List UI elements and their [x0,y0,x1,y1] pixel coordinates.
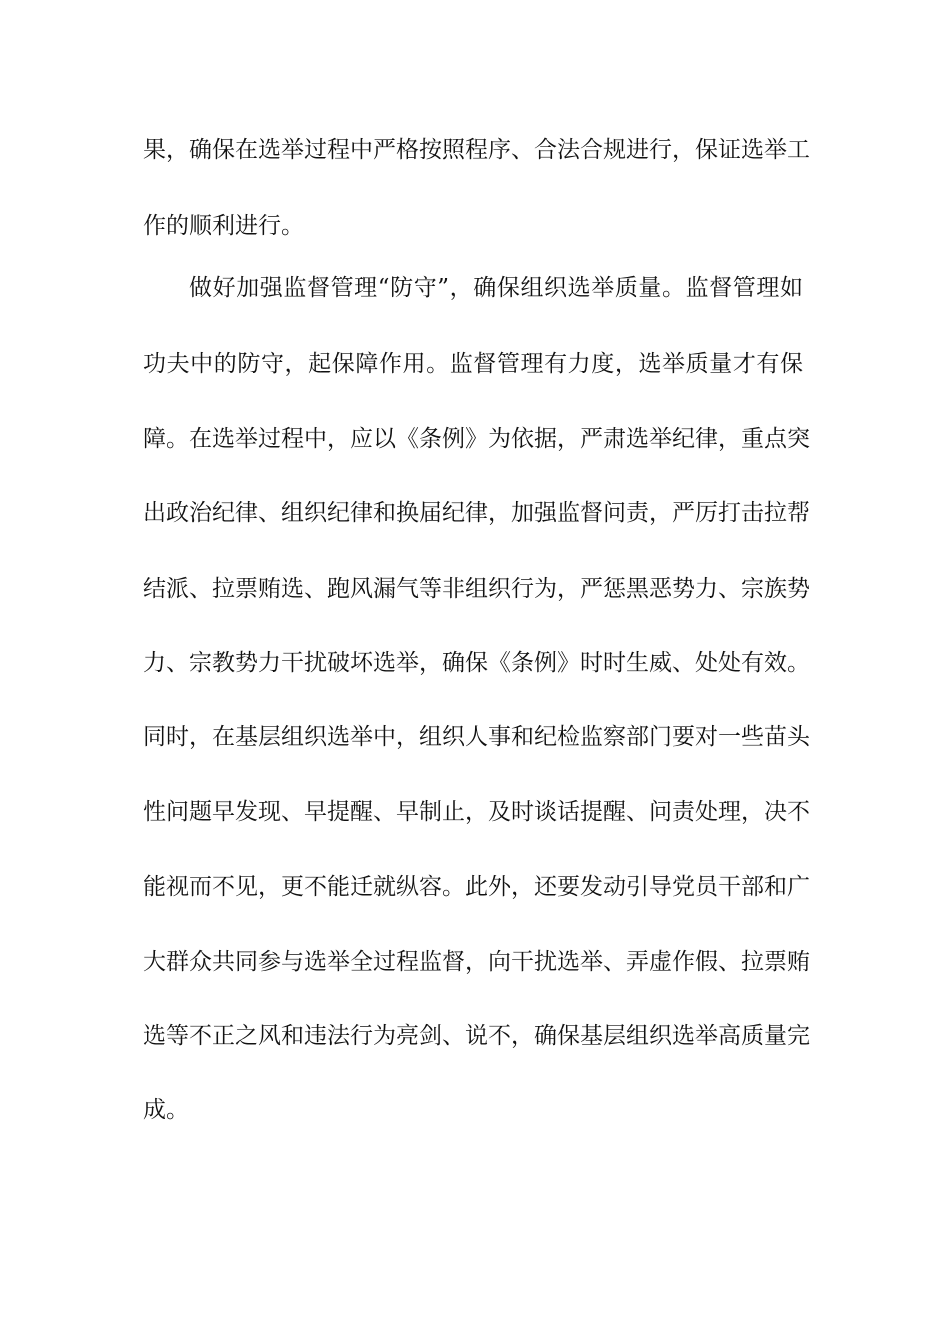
text-line: 作的顺利进行。 [143,213,304,239]
text-line: 能视而不见，更不能迁就纵容。此外，还要发动引导党员干部和广 [143,874,810,900]
text-line: 成。 [143,1097,189,1123]
text-line: 果，确保在选举过程中严格按照程序、合法合规进行，保证选举工 [143,137,810,163]
text-line: 结派、拉票贿选、跑风漏气等非组织行为，严惩黑恶势力、宗族势 [143,576,810,602]
text-line: 出政治纪律、组织纪律和换届纪律，加强监督问责，严厉打击拉帮 [143,500,810,526]
text-line: 大群众共同参与选举全过程监督，向干扰选举、弄虚作假、拉票贿 [143,949,810,975]
text-line: 力、宗教势力干扰破坏选举，确保《条例》时时生威、处处有效。 [143,650,810,676]
text-line: 选等不正之风和违法行为亮剑、说不，确保基层组织选举高质量完 [143,1023,810,1049]
text-line: 障。在选举过程中，应以《条例》为依据，严肃选举纪律，重点突 [143,426,810,452]
text-line: 同时，在基层组织选举中，组织人事和纪检监察部门要对一些苗头 [143,724,810,750]
text-line: 性问题早发现、早提醒、早制止，及时谈话提醒、问责处理，决不 [143,799,810,825]
text-line: 功夫中的防守，起保障作用。监督管理有力度，选举质量才有保 [143,351,803,377]
paragraph-first-line: 做好加强监督管理“防守”，确保组织选举质量。监督管理如 [189,275,803,301]
